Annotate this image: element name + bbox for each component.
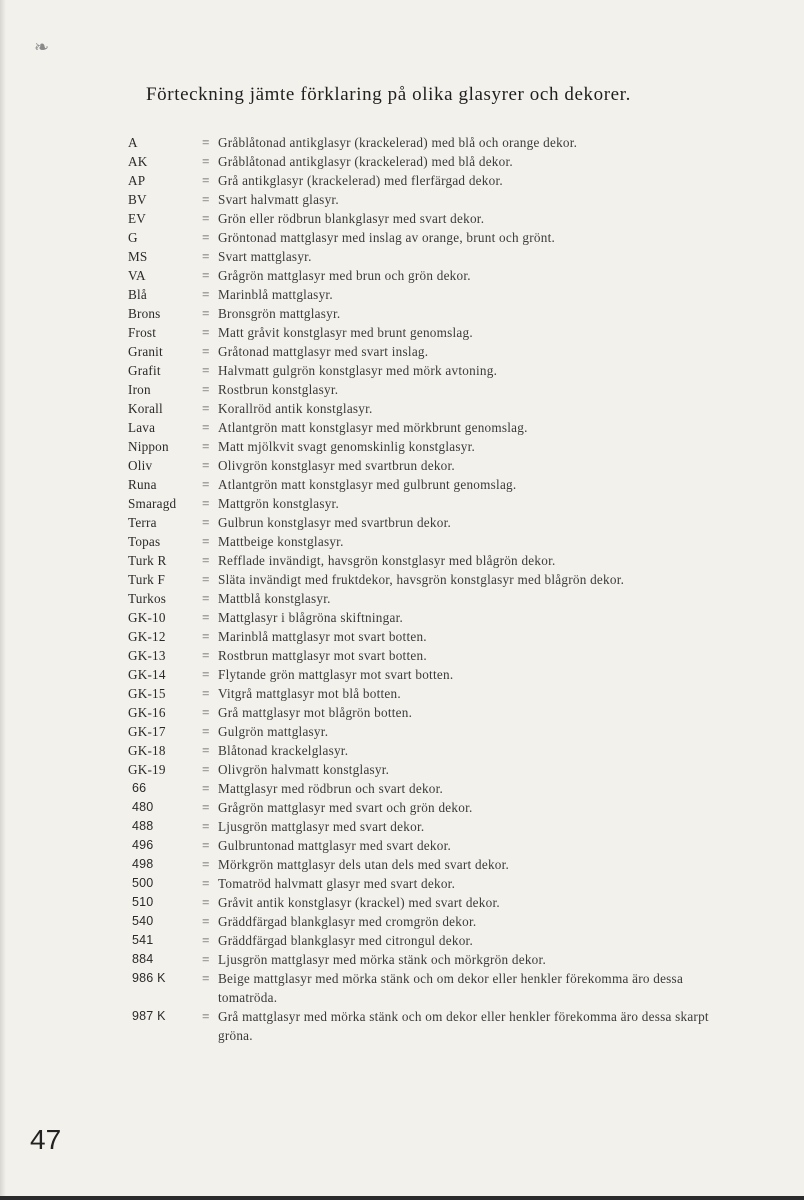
equals-sign: = (202, 762, 210, 777)
glaze-code: Turk R (128, 553, 167, 568)
glaze-description: Mattblå konstglasyr. (218, 591, 331, 606)
equals-sign: = (202, 705, 210, 720)
glaze-code: EV (128, 211, 146, 226)
glaze-description: Ljusgrön mattglasyr med mörka stänk och mörkgrön dekor. (218, 952, 546, 967)
glaze-code: GK-16 (128, 705, 166, 720)
glaze-description: Gräddfärgad blankglasyr med cromgrön dekor. (218, 914, 477, 929)
glaze-entry (128, 1007, 718, 1045)
glaze-description: Grågrön mattglasyr med brun och grön dekor. (218, 268, 471, 283)
glaze-code: Grafit (128, 363, 161, 378)
equals-sign: = (202, 249, 210, 264)
equals-sign: = (202, 648, 210, 663)
glaze-entry (128, 817, 718, 836)
glaze-entry (128, 532, 718, 551)
equals-sign: = (202, 667, 210, 682)
equals-sign: = (202, 306, 210, 321)
equals-sign: = (202, 477, 210, 492)
equals-sign: = (202, 857, 210, 872)
glaze-code: BV (128, 192, 147, 207)
equals-sign: = (202, 800, 210, 815)
glaze-entry (128, 456, 718, 475)
glaze-entry (128, 513, 718, 532)
glaze-entry (128, 760, 718, 779)
glaze-description: Atlantgrön matt konstglasyr med gulbrunt genomslag. (218, 477, 517, 492)
glaze-entry (128, 361, 718, 380)
equals-sign: = (202, 534, 210, 549)
glaze-code: Turk F (128, 572, 166, 587)
glaze-description: Mattglasyr med rödbrun och svart dekor. (218, 781, 444, 796)
glaze-description: Beige mattglasyr med mörka stänk och om dekor eller henkler förekomma äro dessa tomatröda. (218, 971, 684, 1005)
glaze-entry (128, 665, 718, 684)
equals-sign: = (202, 439, 210, 454)
glaze-code: Runa (128, 477, 157, 492)
equals-sign: = (202, 192, 210, 207)
equals-sign: = (202, 553, 210, 568)
glaze-description: Släta invändigt med fruktdekor, havsgrön konstglasyr med blågrön dekor. (218, 572, 625, 587)
glaze-description: Svart halvmatt glasyr. (218, 192, 339, 207)
glaze-description: Korallröd antik konstglasyr. (218, 401, 373, 416)
glaze-code: Lava (128, 420, 156, 435)
glaze-code: GK-10 (128, 610, 166, 625)
equals-sign: = (202, 971, 210, 986)
equals-sign: = (202, 743, 210, 758)
glaze-description: Bronsgrön mattglasyr. (218, 306, 341, 321)
equals-sign: = (202, 420, 210, 435)
glaze-code: Blå (128, 287, 147, 302)
equals-sign: = (202, 1009, 210, 1024)
glaze-list (128, 133, 718, 1045)
glaze-entry (128, 342, 718, 361)
glaze-entry (128, 323, 718, 342)
glaze-code: Topas (128, 534, 161, 549)
glaze-entry (128, 494, 718, 513)
glaze-code: GK-13 (128, 648, 166, 663)
glaze-entry (128, 627, 718, 646)
glaze-entry (128, 874, 718, 893)
glaze-description: Grön eller rödbrun blankglasyr med svart dekor. (218, 211, 485, 226)
glaze-description: Rostbrun konstglasyr. (218, 382, 339, 397)
glaze-code: 884 (132, 952, 154, 966)
glaze-description: Marinblå mattglasyr. (218, 287, 333, 302)
glaze-code: 66 (132, 781, 147, 795)
glaze-code: 480 (132, 800, 154, 814)
glaze-entry (128, 570, 718, 589)
glaze-code: GK-19 (128, 762, 166, 777)
glaze-code: 488 (132, 819, 154, 833)
glaze-description: Gråblåtonad antikglasyr (krackelerad) med blå och orange dekor. (218, 135, 578, 150)
glaze-entry (128, 399, 718, 418)
glaze-code: Korall (128, 401, 163, 416)
glaze-code: Terra (128, 515, 157, 530)
glaze-description: Refflade invändigt, havsgrön konstglasyr med blågrön dekor. (218, 553, 556, 568)
glaze-entry (128, 551, 718, 570)
glaze-entry (128, 646, 718, 665)
equals-sign: = (202, 686, 210, 701)
equals-sign: = (202, 876, 210, 891)
glaze-code: MS (128, 249, 148, 264)
glaze-description: Mattbeige konstglasyr. (218, 534, 344, 549)
glaze-code: GK-17 (128, 724, 166, 739)
equals-sign: = (202, 515, 210, 530)
glaze-description: Mattglasyr i blågröna skiftningar. (218, 610, 404, 625)
glaze-entry (128, 608, 718, 627)
glaze-code: Nippon (128, 439, 169, 454)
glaze-entry (128, 152, 718, 171)
glaze-description: Gröntonad mattglasyr med inslag av orange, brunt och grönt. (218, 230, 556, 245)
glaze-entry (128, 741, 718, 760)
equals-sign: = (202, 629, 210, 644)
glaze-description: Grå mattglasyr mot blågrön botten. (218, 705, 413, 720)
glaze-description: Mörkgrön mattglasyr dels utan dels med svart dekor. (218, 857, 510, 872)
glaze-entry (128, 171, 718, 190)
equals-sign: = (202, 724, 210, 739)
glaze-description: Grå antikglasyr (krackelerad) med flerfärgad dekor. (218, 173, 503, 188)
glaze-entry (128, 589, 718, 608)
glaze-entry (128, 285, 718, 304)
page-edge (0, 0, 6, 1200)
glaze-description: Gulbrun konstglasyr med svartbrun dekor. (218, 515, 452, 530)
glaze-code: 540 (132, 914, 154, 928)
glaze-entry (128, 190, 718, 209)
glaze-code: GK-15 (128, 686, 166, 701)
curl-mark-icon: ❧ (34, 37, 50, 57)
equals-sign: = (202, 591, 210, 606)
glaze-description: Blåtonad krackelglasyr. (218, 743, 349, 758)
equals-sign: = (202, 325, 210, 340)
equals-sign: = (202, 819, 210, 834)
glaze-description: Ljusgrön mattglasyr med svart dekor. (218, 819, 425, 834)
glaze-code: Smaragd (128, 496, 177, 511)
glaze-description: Rostbrun mattglasyr mot svart botten. (218, 648, 427, 663)
glaze-entry (128, 836, 718, 855)
glaze-entry (128, 893, 718, 912)
glaze-entry (128, 209, 718, 228)
glaze-description: Matt gråvit konstglasyr med brunt genomslag. (218, 325, 473, 340)
glaze-description: Grågrön mattglasyr med svart och grön dekor. (218, 800, 473, 815)
glaze-description: Grå mattglasyr med mörka stänk och om dekor eller henkler förekomma äro dessa skarpt gröna. (218, 1009, 709, 1043)
glaze-code: 498 (132, 857, 154, 871)
glaze-description: Tomatröd halvmatt glasyr med svart dekor. (218, 876, 456, 891)
glaze-description: Gråblåtonad antikglasyr (krackelerad) med blå dekor. (218, 154, 513, 169)
glaze-code: 500 (132, 876, 154, 890)
equals-sign: = (202, 211, 210, 226)
glaze-entry (128, 855, 718, 874)
glaze-code: A (128, 135, 138, 150)
glaze-entry (128, 931, 718, 950)
glaze-description: Olivgrön halvmatt konstglasyr. (218, 762, 390, 777)
glaze-description: Mattgrön konstglasyr. (218, 496, 340, 511)
glaze-code: 541 (132, 933, 154, 947)
equals-sign: = (202, 458, 210, 473)
glaze-description: Halvmatt gulgrön konstglasyr med mörk avtoning. (218, 363, 498, 378)
glaze-entry (128, 133, 718, 152)
glaze-description: Gulbruntonad mattglasyr med svart dekor. (218, 838, 452, 853)
glaze-code: Oliv (128, 458, 153, 473)
glaze-entry (128, 247, 718, 266)
glaze-description: Flytande grön mattglasyr mot svart botten. (218, 667, 454, 682)
equals-sign: = (202, 838, 210, 853)
equals-sign: = (202, 610, 210, 625)
glaze-code: 510 (132, 895, 154, 909)
glaze-code: Iron (128, 382, 151, 397)
glaze-entry (128, 475, 718, 494)
page-title: Förteckning jämte förklaring på olika glasyrer och dekorer. (146, 84, 631, 105)
glaze-code: Granit (128, 344, 163, 359)
equals-sign: = (202, 268, 210, 283)
glaze-code: Brons (128, 306, 161, 321)
bottom-edge (0, 1196, 804, 1200)
glaze-code: Frost (128, 325, 157, 340)
glaze-entry (128, 266, 718, 285)
equals-sign: = (202, 781, 210, 796)
glaze-entry (128, 969, 718, 1007)
equals-sign: = (202, 363, 210, 378)
glaze-description: Atlantgrön matt konstglasyr med mörkbrunt genomslag. (218, 420, 528, 435)
glaze-entry (128, 418, 718, 437)
equals-sign: = (202, 895, 210, 910)
equals-sign: = (202, 344, 210, 359)
glaze-description: Vitgrå mattglasyr mot blå botten. (218, 686, 401, 701)
equals-sign: = (202, 952, 210, 967)
equals-sign: = (202, 173, 210, 188)
equals-sign: = (202, 287, 210, 302)
equals-sign: = (202, 401, 210, 416)
glaze-description: Gråvit antik konstglasyr (krackel) med svart dekor. (218, 895, 500, 910)
glaze-code: Turkos (128, 591, 167, 606)
glaze-description: Olivgrön konstglasyr med svartbrun dekor. (218, 458, 455, 473)
glaze-code: 496 (132, 838, 154, 852)
glaze-entry (128, 912, 718, 931)
glaze-entry (128, 304, 718, 323)
glaze-code: GK-14 (128, 667, 166, 682)
glaze-entry (128, 684, 718, 703)
equals-sign: = (202, 933, 210, 948)
glaze-code: G (128, 230, 138, 245)
equals-sign: = (202, 914, 210, 929)
equals-sign: = (202, 230, 210, 245)
glaze-entry (128, 798, 718, 817)
glaze-description: Svart mattglasyr. (218, 249, 312, 264)
page-number: 47 (30, 1124, 62, 1155)
equals-sign: = (202, 135, 210, 150)
glaze-entry (128, 779, 718, 798)
glaze-description: Marinblå mattglasyr mot svart botten. (218, 629, 427, 644)
glaze-entry (128, 228, 718, 247)
glaze-code: VA (128, 268, 146, 283)
glaze-entry (128, 380, 718, 399)
glaze-entry (128, 703, 718, 722)
equals-sign: = (202, 154, 210, 169)
glaze-code: 987 K (132, 1009, 166, 1023)
glaze-code: AK (128, 154, 148, 169)
glaze-description: Gråtonad mattglasyr med svart inslag. (218, 344, 429, 359)
glaze-code: AP (128, 173, 146, 188)
equals-sign: = (202, 496, 210, 511)
glaze-code: GK-18 (128, 743, 166, 758)
glaze-description: Gulgrön mattglasyr. (218, 724, 329, 739)
glaze-entry (128, 950, 718, 969)
equals-sign: = (202, 382, 210, 397)
equals-sign: = (202, 572, 210, 587)
glaze-description: Gräddfärgad blankglasyr med citrongul dekor. (218, 933, 474, 948)
glaze-entry (128, 722, 718, 741)
glaze-entry (128, 437, 718, 456)
glaze-code: GK-12 (128, 629, 166, 644)
glaze-description: Matt mjölkvit svagt genomskinlig konstglasyr. (218, 439, 476, 454)
glaze-code: 986 K (132, 971, 166, 985)
